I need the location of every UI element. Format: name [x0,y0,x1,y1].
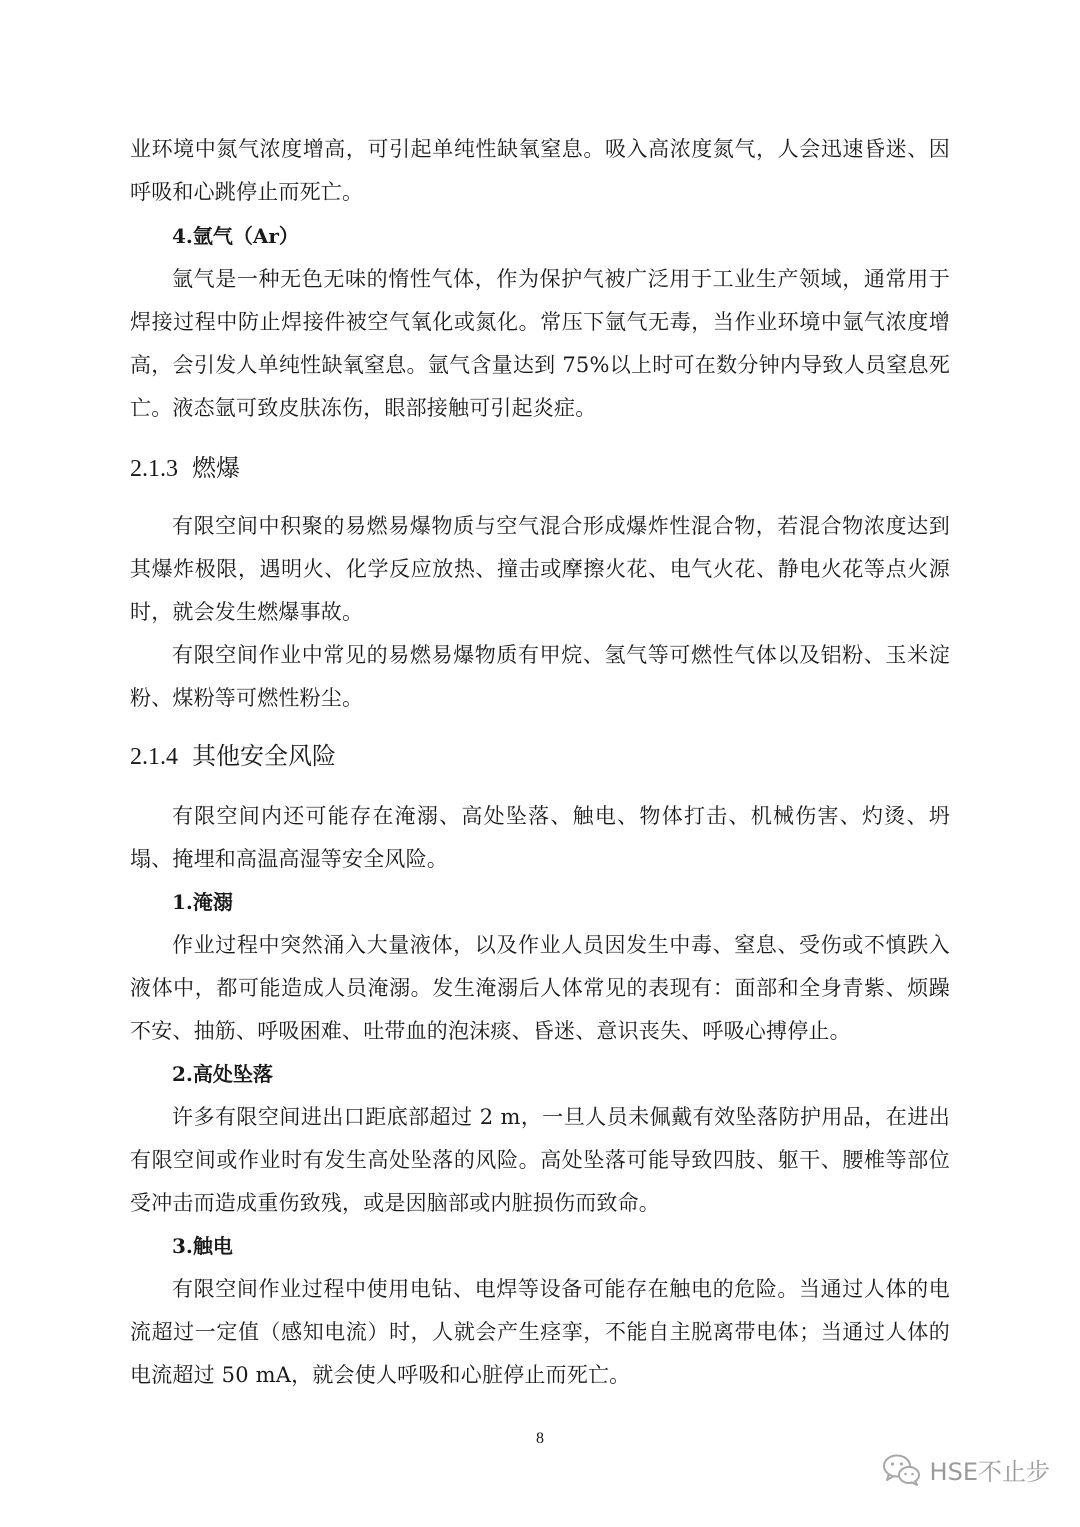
argon-heading: 4.氩气（Ar） [172,224,299,248]
electric-shock-heading: 3.触电 [172,1234,233,1258]
section-title: 其他安全风险 [192,742,336,770]
section-2-1-4-heading [130,736,950,777]
drowning-paragraph: 作业过程中突然涌入大量液体，以及作业人员因发生中毒、窒息、受伤或不慎跌入液体中，都可能造成人员淹溺。发生淹溺后人体常见的表现有：面部和全身青紫、烦躁不安、抽筋、呼吸困难、吐带血的泡沫痰、昏迷、意识丧失、呼吸心搏停止。 [130,933,950,1043]
section-title: 燃爆 [192,454,240,482]
watermark [882,1452,1050,1487]
other-risks-paragraph: 有限空间内还可能存在淹溺、高处坠落、触电、物体打击、机械伤害、灼烫、坍塌、掩埋和高温高湿等安全风险。 [130,804,950,871]
page-number: 8 [536,1430,544,1447]
wechat-icon [882,1453,922,1487]
burn-block [130,505,950,720]
intro-paragraph: 业环境中氮气浓度增高，可引起单纯性缺氧窒息。吸入高浓度氮气，人会迅速昏迷、因呼吸和心跳停止而死亡。 [130,137,950,204]
section-2-1-3-heading [130,448,950,489]
other-risks-block [130,795,950,1397]
intro-block [130,128,950,214]
drowning-heading: 1.淹溺 [172,890,233,914]
fall-heading: 2.高处坠落 [172,1062,273,1086]
fall-paragraph: 许多有限空间进出口距底部超过 2 m，一旦人员未佩戴有效坠落防护用品，在进出有限空间或作业时有发生高处坠落的风险。高处坠落可能导致四肢、躯干、腰椎等部位受冲击而造成重伤致残，或是因脑部或内脏损伤而致命。 [130,1105,950,1215]
section-number: 2.1.3 [130,456,178,482]
section-number: 2.1.4 [130,744,178,770]
burn-paragraph-2: 有限空间作业中常见的易燃易爆物质有甲烷、氢气等可燃性气体以及铝粉、玉米淀粉、煤粉等可燃性粉尘。 [130,643,950,710]
watermark-text: HSE不止步 [929,1458,1050,1486]
argon-block [130,215,950,430]
argon-paragraph: 氩气是一种无色无味的惰性气体，作为保护气被广泛用于工业生产领域，通常用于焊接过程中防止焊接件被空气氧化或氮化。常压下氩气无毒，当作业环境中氩气浓度增高，会引发人单纯性缺氧窒息。氩气含量达到 75%以上时可在数分钟内导致人员窒息死亡。液态氩可致皮肤冻伤，眼部接触可引起炎症。 [130,267,950,420]
electric-shock-paragraph: 有限空间作业过程中使用电钻、电焊等设备可能存在触电的危险。当通过人体的电流超过一定值（感知电流）时，人就会产生痉挛，不能自主脱离带电体；当通过人体的电流超过 50 mA，就会使人呼吸和心脏停止而死亡。 [130,1277,950,1387]
burn-paragraph-1: 有限空间中积聚的易燃易爆物质与空气混合形成爆炸性混合物，若混合物浓度达到其爆炸极限，遇明火、化学反应放热、撞击或摩擦火花、电气火花、静电火花等点火源时，就会发生燃爆事故。 [130,514,950,624]
